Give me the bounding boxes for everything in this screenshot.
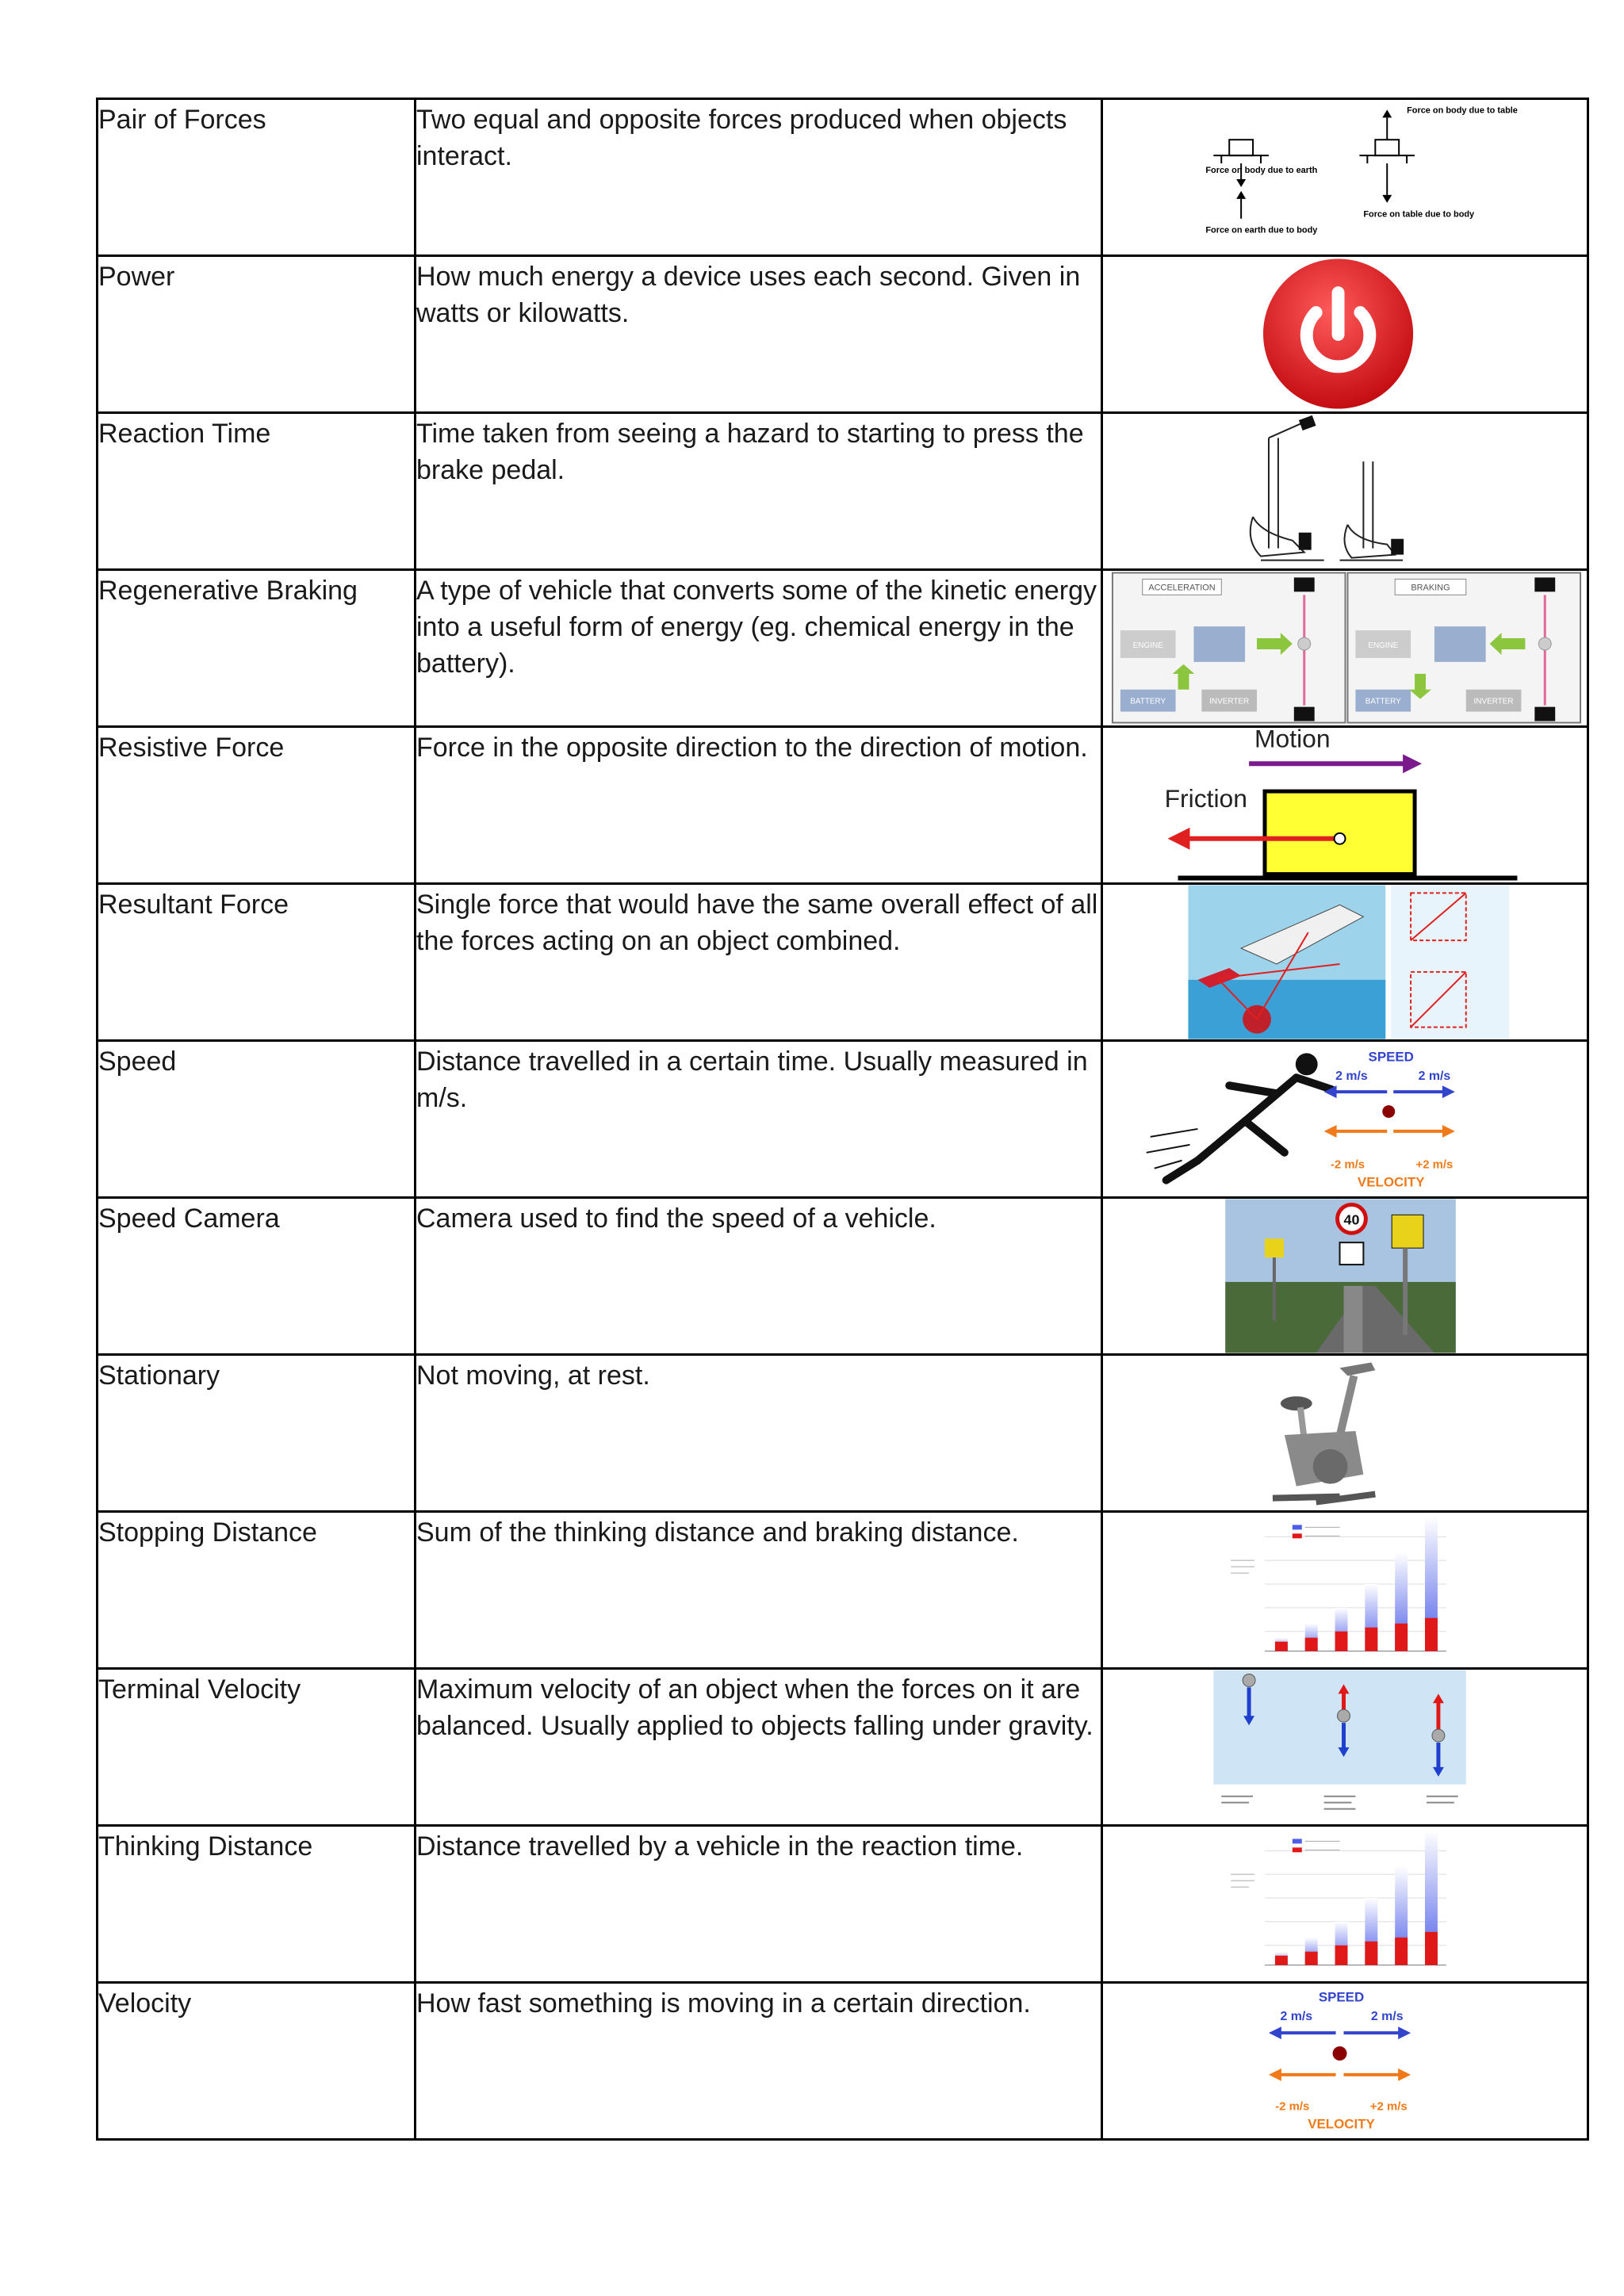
- label-engine: ENGINE: [1132, 641, 1163, 651]
- definition-cell: [416, 99, 1102, 256]
- term-text: Speed Camera: [98, 1203, 280, 1234]
- definition-cell: [416, 1355, 1102, 1512]
- definition-cell: [416, 1041, 1102, 1198]
- definition-cell: [416, 1983, 1102, 2140]
- definition-text: How fast something is moving in a certain direction.: [416, 1988, 1031, 2019]
- illustration-cell: [1102, 727, 1588, 884]
- terminal-velocity-diagram: [1103, 1670, 1587, 1824]
- definition-cell: [416, 727, 1102, 884]
- illustration-cell: [1102, 570, 1588, 727]
- term-text: Velocity: [98, 1988, 192, 2019]
- definition-cell: [416, 884, 1102, 1041]
- definition-cell: [416, 256, 1102, 413]
- brake-pedal-diagram: [1103, 414, 1587, 568]
- term-text: Stopping Distance: [98, 1517, 317, 1548]
- definition-text: Single force that would have the same overall effect of all the forces acting on an object combined.: [416, 890, 1098, 956]
- definition-text: How much energy a device uses each second. Given in watts or kilowatts.: [416, 262, 1081, 328]
- term-cell: [98, 1826, 416, 1983]
- exercise-bike-photo: [1103, 1356, 1587, 1510]
- speed-left-value: 2 m/s: [1280, 2010, 1313, 2024]
- speed-right-value: 2 m/s: [1370, 2010, 1404, 2024]
- term-text: Terminal Velocity: [98, 1674, 301, 1705]
- speed-left-value: 2 m/s: [1335, 1070, 1368, 1084]
- velocity-left-value: -2 m/s: [1275, 2099, 1310, 2114]
- velocity-label: VELOCITY: [1357, 1174, 1425, 1190]
- illustration-cell: [1102, 1826, 1588, 1983]
- term-cell: [98, 256, 416, 413]
- thinking-distance-chart: [1103, 1827, 1587, 1981]
- glossary-table: [96, 98, 1589, 2141]
- glossary-row: [98, 99, 1588, 256]
- regenerative-braking-diagram: [1103, 571, 1587, 725]
- illustration-cell: [1102, 99, 1588, 256]
- definition-text: Distance travelled in a certain time. Usually measured in m/s.: [416, 1047, 1088, 1113]
- label-inverter: INVERTER: [1473, 697, 1514, 706]
- term-cell: [98, 884, 416, 1041]
- glossary-row: [98, 1512, 1588, 1669]
- illustration-cell: [1102, 1198, 1588, 1355]
- term-cell: [98, 1983, 416, 2140]
- glossary-row: [98, 256, 1588, 413]
- velocity-label: VELOCITY: [1308, 2116, 1375, 2132]
- label-battery: BATTERY: [1365, 697, 1401, 706]
- glossary-row: [98, 1041, 1588, 1198]
- glossary-row: [98, 884, 1588, 1041]
- label-force-earth-body: Force on earth due to body: [1205, 225, 1318, 235]
- glossary-row: [98, 1355, 1588, 1512]
- runner-icon: [1166, 1053, 1332, 1180]
- term-cell: [98, 727, 416, 884]
- glossary-row: [98, 1669, 1588, 1826]
- illustration-cell: [1102, 1983, 1588, 2140]
- runner-speed-diagram: [1103, 1042, 1587, 1196]
- term-cell: [98, 1669, 416, 1826]
- label-engine: ENGINE: [1368, 641, 1399, 651]
- glossary-row: [98, 1983, 1588, 2140]
- label-force-body-earth: Force on body due to earth: [1205, 166, 1318, 176]
- term-text: Reaction Time: [98, 419, 271, 449]
- term-text: Resultant Force: [98, 890, 289, 920]
- speed-right-value: 2 m/s: [1418, 1070, 1451, 1084]
- label-inverter: INVERTER: [1209, 697, 1250, 706]
- illustration-cell: [1102, 256, 1588, 413]
- label-braking: BRAKING: [1411, 583, 1450, 593]
- illustration-cell: [1102, 884, 1588, 1041]
- definition-cell: [416, 413, 1102, 570]
- speed-camera-photo: [1103, 1199, 1587, 1353]
- label-force-body-table: Force on body due to table: [1407, 105, 1518, 116]
- definition-text: Camera used to find the speed of a vehicle.: [416, 1203, 936, 1234]
- speed-label: SPEED: [1318, 1989, 1365, 2005]
- term-text: Pair of Forces: [98, 105, 266, 135]
- definition-cell: [416, 1198, 1102, 1355]
- velocity-left-value: -2 m/s: [1330, 1158, 1365, 1172]
- term-cell: [98, 1512, 416, 1669]
- term-cell: [98, 1041, 416, 1198]
- illustration-cell: [1102, 413, 1588, 570]
- pair-of-forces-diagram: [1103, 100, 1587, 254]
- velocity-right-value: +2 m/s: [1415, 1158, 1454, 1172]
- definition-text: Force in the opposite direction to the direction of motion.: [416, 733, 1088, 763]
- term-cell: [98, 99, 416, 256]
- term-cell: [98, 1198, 416, 1355]
- term-cell: [98, 1355, 416, 1512]
- definition-text: Distance travelled by a vehicle in the reaction time.: [416, 1831, 1024, 1862]
- definition-cell: [416, 1669, 1102, 1826]
- power-button-icon: [1103, 257, 1587, 411]
- definition-text: Sum of the thinking distance and braking distance.: [416, 1517, 1019, 1548]
- definition-text: Not moving, at rest.: [416, 1360, 650, 1391]
- term-text: Regenerative Braking: [98, 576, 358, 606]
- definition-text: Maximum velocity of an object when the forces on it are balanced. Usually applied to objects falling under gravity.: [416, 1674, 1094, 1741]
- term-text: Thinking Distance: [98, 1831, 313, 1862]
- glossary-row: [98, 727, 1588, 884]
- illustration-cell: [1102, 1041, 1588, 1198]
- definition-text: Time taken from seeing a hazard to starting to press the brake pedal.: [416, 419, 1084, 485]
- term-text: Resistive Force: [98, 733, 285, 763]
- illustration-cell: [1102, 1669, 1588, 1826]
- definition-cell: [416, 1826, 1102, 1983]
- definition-text: Two equal and opposite forces produced when objects interact.: [416, 105, 1067, 171]
- glossary-row: [98, 1826, 1588, 1983]
- definition-text: A type of vehicle that converts some of the kinetic energy into a useful form of energy (eg. chemical energy in the battery).: [416, 576, 1097, 679]
- glossary-row: [98, 1198, 1588, 1355]
- term-cell: [98, 570, 416, 727]
- illustration-cell: [1102, 1355, 1588, 1512]
- friction-label: Friction: [1164, 783, 1247, 813]
- resultant-force-diagram: [1103, 885, 1587, 1039]
- term-text: Speed: [98, 1047, 177, 1077]
- velocity-diagram: [1103, 1984, 1587, 2138]
- label-force-table-body: Force on table due to body: [1363, 209, 1475, 220]
- definition-cell: [416, 570, 1102, 727]
- glossary-row: [98, 413, 1588, 570]
- velocity-right-value: +2 m/s: [1369, 2099, 1408, 2114]
- braking-panel: [1347, 572, 1580, 722]
- label-battery: BATTERY: [1130, 697, 1166, 706]
- term-text: Stationary: [98, 1360, 220, 1391]
- term-cell: [98, 413, 416, 570]
- label-acceleration: ACCELERATION: [1148, 583, 1216, 593]
- glossary-row: [98, 570, 1588, 727]
- definition-cell: [416, 1512, 1102, 1669]
- motion-label: Motion: [1254, 728, 1331, 753]
- speed-limit-sign: 40: [1343, 1211, 1360, 1228]
- speed-label: SPEED: [1368, 1049, 1414, 1065]
- friction-diagram: [1103, 728, 1587, 882]
- illustration-cell: [1102, 1512, 1588, 1669]
- stopping-distance-chart: [1103, 1513, 1587, 1667]
- acceleration-panel: [1113, 572, 1346, 722]
- term-text: Power: [98, 262, 175, 292]
